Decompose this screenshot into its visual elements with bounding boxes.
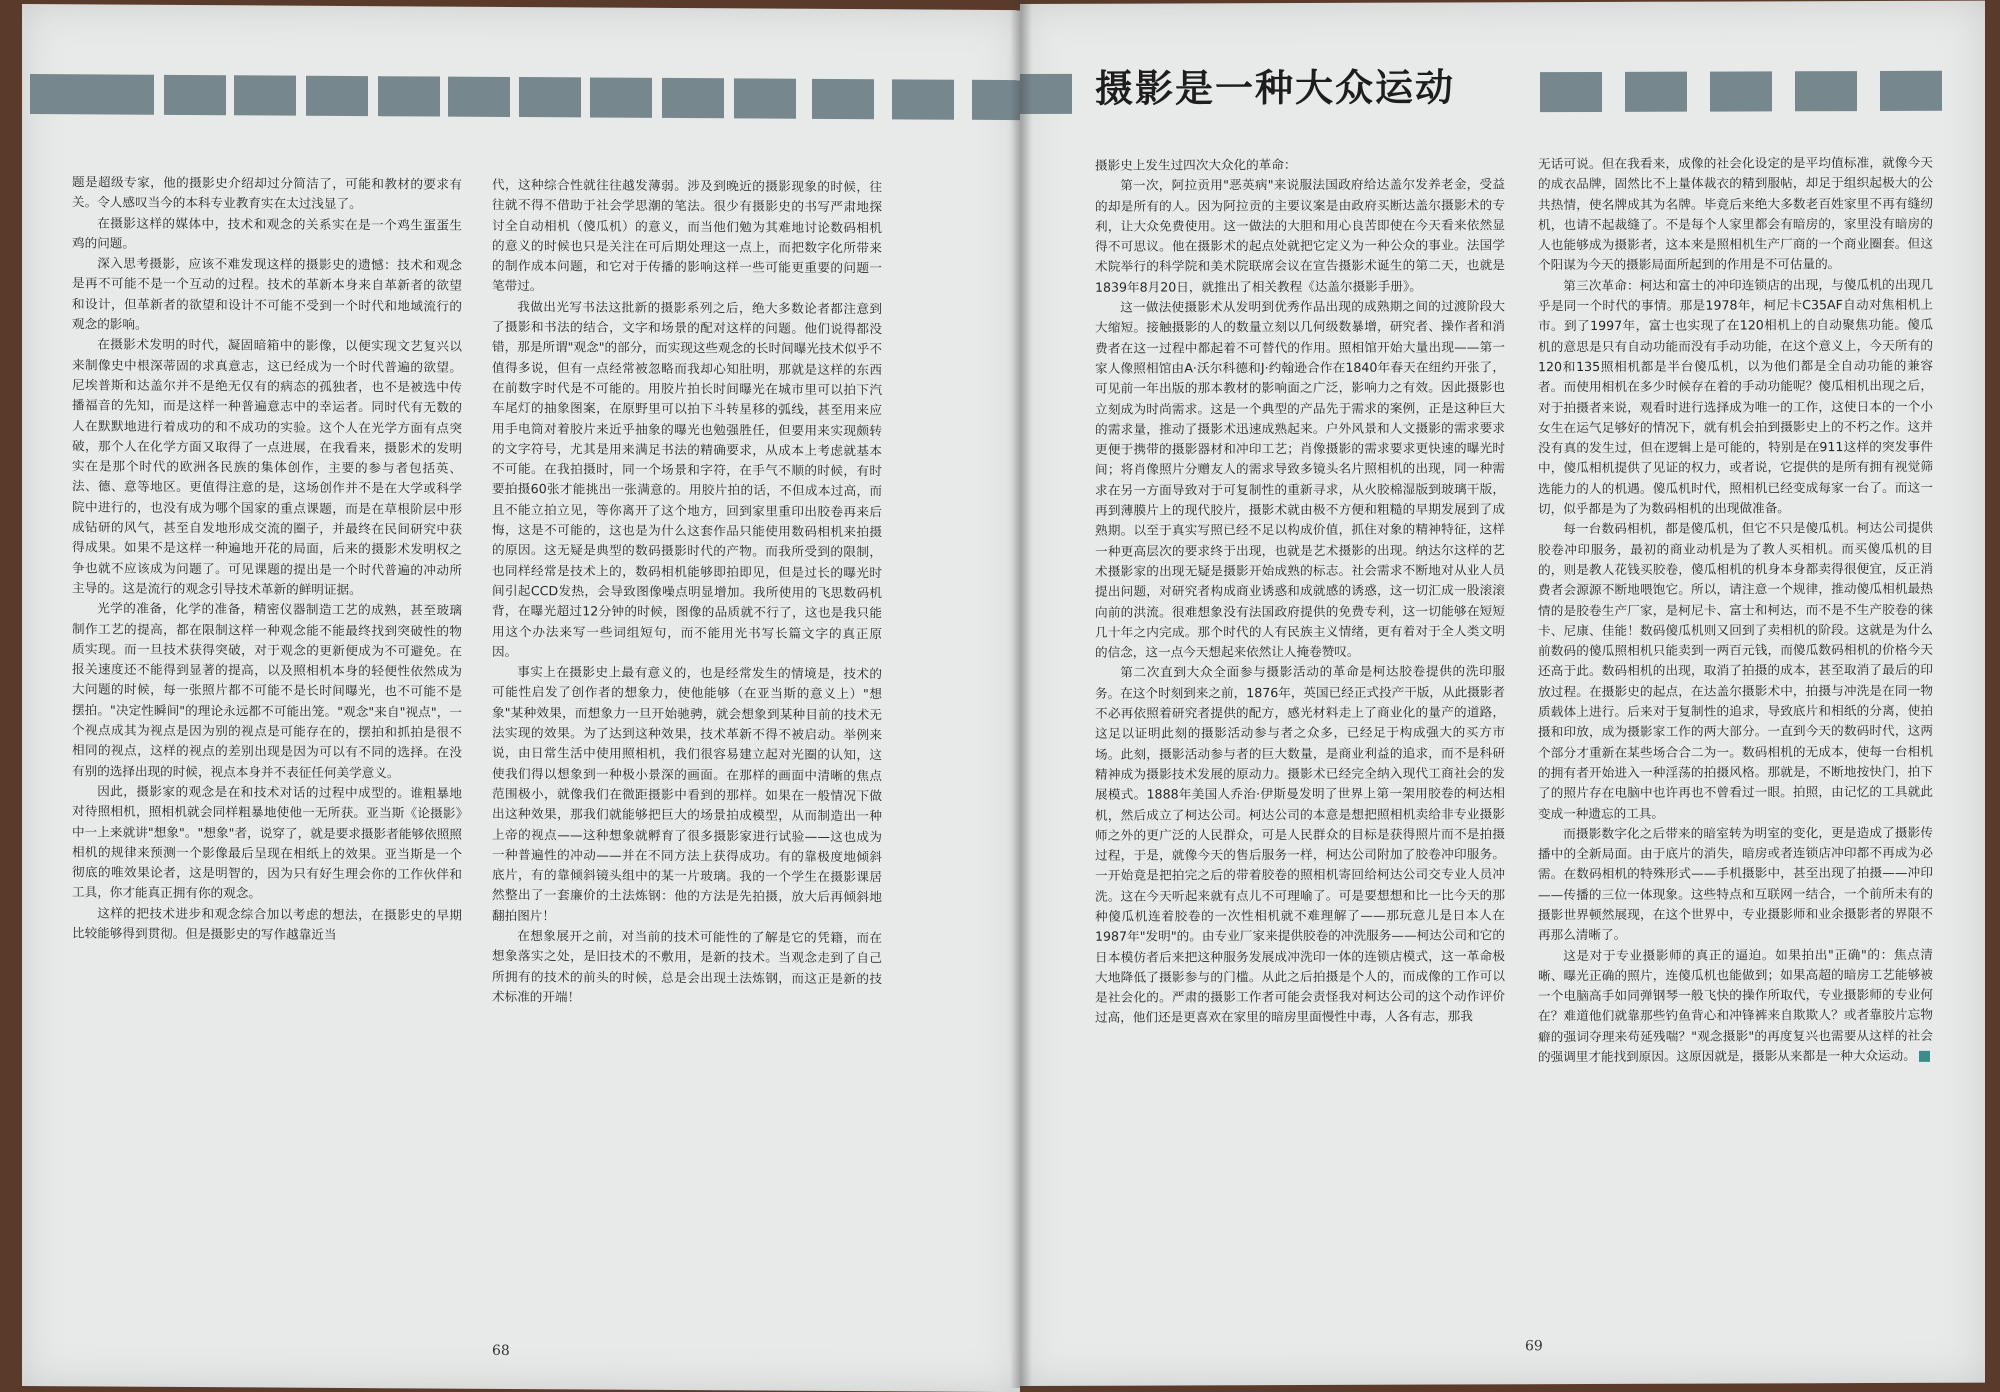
paragraph: 摄影史上发生过四次大众化的革命： — [1095, 157, 1297, 173]
decorative-block — [734, 78, 796, 118]
paragraph: 在想象展开之前，对当前的技术可能性的了解是它的凭籍，而在想象落实之处，是旧技术的不敷用，是新的技术。当观念走到了自己所拥有的技术的前头的时候，总是会出现土法炼钢，而这正是新的技术标准的开端！ — [492, 928, 882, 1005]
decorative-block — [234, 75, 296, 115]
right-page-column-2 — [1538, 153, 1933, 1339]
page-number-right: 69 — [1525, 1338, 1543, 1355]
paragraph: 深入思考摄影，应该不难发现这样的摄影史的遗憾：技术和观念是再不可能不是一个互动的过程。技术的革新本身来自革新者的欲望和设计，但革新者的欲望和设计不可能不受到一个时代和地域流行的观念的影响。 — [72, 255, 462, 332]
left-page-column-2 — [492, 175, 882, 1347]
decorative-block — [812, 79, 874, 119]
page-number-left: 68 — [492, 1342, 510, 1359]
decorative-block — [892, 79, 954, 119]
paragraph: 我做出光写书法这批新的摄影系列之后，绝大多数论者都注意到了摄影和书法的结合，文字和场景的配对这样的问题。他们说得都没错，那是所谓"观念"的部分，而实现这些观念的长时间曝光技术似乎不值得多说，但有一点经常被忽略而我却心知肚明，那就是这样的东西在前数字时代是不可能的。用胶片拍长时间曝光在城市里可以拍下汽车尾灯的抽象图案，在原野里可以拍下斗转星移的弧线，甚至用来应用手电筒对着胶片来近乎抽象的曝光也勉强胜任，但要用来实现颇转的文字符号，尤其是用来满足书法的精确要求，从成本上考虑就基本不可能。在我拍摄时，同一个场景和字符，在手气不顺的时候，有时要拍摄60张才能挑出一张满意的。用胶片拍的话，不但成本过高，而且不能立拍立见，等你离开了这个地方，回到家里重印出胶卷再来后悔，这是不可能的，这也是为什么这套作品只能使用数码相机来拍摄的原因。这无疑是典型的数码摄影时代的产物。而我所受到的限制，也同样经常是技术上的，数码相机能够即拍即见，但是过长的曝光时间引起CCD发热，会导致图像噪点明显增加。我所使用的飞思数码机背，在曝光超过12分钟的时候，图像的品质就不行了，这也是我只能用这个办法来写一些词组短句，而不能用光书写长篇文字的真正原因。 — [492, 298, 882, 659]
paragraph: 无话可说。但在我看来，成像的社会化设定的是平均值标准，就像今天的成衣品牌，固然比不上量体裁衣的精到服帖，却足于组织起极大的公共热情，使名牌成其为名牌。毕竟后来绝大多数老百姓家里不再有缝纫机，也请不起裁缝了。不是每个人家里都会有暗房的，家里没有暗房的人也能够成为摄影者，这本来是照相机生产厂商的一个商业圈套。但这个阳谋为今天的摄影局面所起到的作用是不可估量的。 — [1538, 154, 1933, 273]
right-page-column-1 — [1095, 154, 1505, 1340]
decorative-block — [1540, 72, 1602, 112]
decorative-block — [92, 74, 154, 114]
decorative-block — [1710, 71, 1772, 111]
final-paragraph-text: 这是对于专业摄影师的真正的逼迫。如果拍出"正确"的：焦点清晰、曝光正确的照片，连傻瓜机也能做到；如果高超的暗房工艺能够被一个电脑高手如同弹钢琴一般飞快的操作所取代，专业摄影师的专业何在？难道他们就靠那些钓鱼背心和冲锋裤来自欺欺人？或者靠胶片忘物癖的强词夺理来苟延残喘？"观念摄影"的再度复兴也需要从这样的社会的强调里才能找到原因。这原因就是，摄影从来都是一种大众运动。 — [1538, 946, 1933, 1065]
paragraph: 在摄影术发明的时代，凝固暗箱中的影像，以便实现文艺复兴以来制像史中根深蒂固的求真意志，这已经成为一个时代普遍的欲望。尼埃普斯和达盖尔并不是绝无仅有的病态的孤独者，也不是被选中传播福音的先知，而是这样一种普遍意志中的幸运者。同时代有无数的人在默默地进行着成功的和不成功的实验。这个人在光学方面有点突破，那个人在化学方面又取得了一点进展，在我看来，摄影术的发明实在是那个时代的欧洲各民族的集体创作，主要的参与者包括英、法、德、意等地区。更值得注意的是，这场创作并不是在大学或科学院中进行的，也没有成为哪个国家的重点课题，而是在草根阶层中形成钻研的风气，甚至自发地形成交流的圈子，并最终在民间研究中获得成果。如果不是这样一种遍地开花的局面，后来的摄影术发明权之争也就不应该成为问题了。可见课题的提出是一个时代普遍的冲动所主导的。这是流行的观念引导技术革新的鲜明证据。 — [72, 336, 462, 598]
paragraph: 事实上在摄影史上最有意义的，也是经常发生的情境是，技术的可能性启发了创作者的想象力，使他能够（在亚当斯的意义上）"想象"某种效果，而想象力一旦开始驰骋，就会想象到某种目前的技术无法实现的效果。为了达到这种效果，技术革新不得不被启动。举例来说，由日常生活中使用照相机，我们很容易建立起对光圈的认知，这使我们得以想象到一种极小景深的画面。在那样的画面中清晰的焦点范围极小，就像我们在微距摄影中看到的那样。如果在一般情况下做出这种效果，那我们就能够把巨大的场景拍成模型，从而制造出一种上帝的视点——这种想象就孵育了很多摄影家进行试验——这也成为一种普遍性的冲动——并在不同方法上获得成功。有的靠极度地倾斜底片，有的靠倾斜镜头组中的某一片玻璃。我的一个学生在摄影课居然整出了一套廉价的土法炼钢：他的方法是先拍摄，放大后再倾斜地翻拍图片！ — [492, 664, 882, 923]
paragraph: 这样的把技术进步和观念综合加以考虑的想法，在摄影史的早期比较能够得到贯彻。但是摄影史的写作越靠近当 — [72, 905, 462, 942]
decorative-block — [378, 76, 440, 116]
decorative-block — [662, 78, 724, 118]
paragraph: 光学的准备，化学的准备，精密仪器制造工艺的成熟，甚至玻璃制作工艺的提高，都在限制这样一种观念能不能最终找到突破性的物质实现。而一旦技术获得突破，对于观念的更新便成为不可避免。在报关速度还不能得到显著的提高，以及照相机本身的轻便性依然成为大问题的时候，每一张照片都不可能不是长时间曝光，也不可能不是摆拍。"决定性瞬间"的理论永远都不可能出笼。"观念"来自"视点"，一个视点成其为视点是因为别的视点是可能存在的，摆拍和抓拍是很不相同的视点，这样的视点的差别出现是因为可以有不同的选择。在没有别的选择出现的时候，视点本身并不表征任何美学意义。 — [72, 600, 462, 780]
decorative-block — [1795, 71, 1857, 111]
decorative-block — [306, 76, 368, 116]
paragraph — [1538, 944, 1933, 1067]
decorative-block — [1880, 71, 1942, 111]
end-of-article-mark — [1919, 1051, 1930, 1062]
paragraph: 第一次，阿拉贡用"恶英病"来说服法国政府给达盖尔发养老金，受益的却是所有的人。因为阿拉贡的主要议案是由政府买断达盖尔摄影术的专利，让大众免费使用。这一做法的大胆和用心良苦即使在今天看来依然显得不可思议。他在摄影术的起点处就把它定义为一种公众的事业。法国学术院举行的科学院和美术院联席会议在宣告摄影术诞生的第二天，也就是1839年8月20日，就推出了相关教程《达盖尔摄影手册》。 — [1095, 176, 1505, 295]
decorative-block — [30, 74, 92, 114]
paragraph: 因此，摄影家的观念是在和技术对话的过程中成型的。谁粗暴地对待照相机，照相机就会同样粗暴地使他一无所获。亚当斯《论摄影》中一上来就讲"想象"。"想象"者，说穿了，就是要求摄影者能够依照照相机的规律来预测一个影像最后呈现在相纸上的效果。亚当斯是一个彻底的唯效果论者，这是明智的，因为只有好生理会你的工作伙伴和工具，你才能真正拥有你的观念。 — [72, 783, 462, 901]
paragraph: 第三次革命：柯达和富士的冲印连锁店的出现，与傻瓜机的出现几乎是同一个时代的事情。那是1978年，柯尼卡C35AF自动对焦相机上市。到了1997年，富士也实现了在120相机上的自动聚焦功能。傻瓜机的意思是只有自动功能而没有手动功能，在这个意义上，今天所有的120和135照相机都是半台傻瓜机，以为他们都是全自动功能的兼容者。而使用相机在多少时候存在着的手动功能呢？傻瓜相机出现之后，对于拍摄者来说，观看时进行选择成为唯一的工作，这使日本的一个小女生在运气足够好的情况下，就有机会拍到摄影史上的不朽之作。这并没有真的发生过，但在逻辑上是可能的，特别是在911这样的突发事件中，傻瓜相机提供了见证的权力，或者说，它提供的是所有拥有视觉筛选能力的人的机遇。傻瓜机时代，照相机已经变成每家一台了。而这一切，似乎都是为了为数码相机的出现做准备。 — [1538, 276, 1933, 517]
paragraph: 在摄影这样的媒体中，技术和观念的关系实在是一个鸡生蛋蛋生鸡的问题。 — [72, 215, 462, 251]
book-spine-shadow — [1010, 0, 1032, 1388]
left-page-column-1 — [72, 172, 462, 1344]
paragraph: 第二次直到大众全面参与摄影活动的革命是柯达胶卷提供的洗印服务。在这个时刻到来之前，1876年，英国已经正式投产干版，从此摄影者不必再依照着研究者提供的配方，感光材料走上了商业化的量产的道路，这足以证明此刻的摄影活动参与者之众多，已经足于构成强大的买方市场。此刻，摄影活动参与者的巨大数量，是商业利益的追求，而不是科研精神成为摄影技术发展的原动力。摄影术已经完全纳入现代工商社会的发展模式。1888年美国人乔治·伊斯曼发明了世界上第一架用胶卷的柯达相机，然后成立了柯达公司。柯达公司的本意是想把照相机卖给非专业摄影师之外的更广泛的人民群众，可是人民群众的目标是获得照片而不是拍摄过程，于是，就像今天的售后服务一样，柯达公司附加了胶卷冲印服务。一开始竟是把拍完之后的带着胶卷的照相机寄回给柯达公司交专业人员冲洗。这在今天听起来就有点儿不可理喻了。可是要想想和比一比今天的那种傻瓜机连着胶卷的一次性相机就不难理解了——那玩意儿是日本人在1987年"发明"的。由专业厂家来提供胶卷的冲洗服务——柯达公司和它的日本模仿者后来把这种服务发展成冲洗印一体的连锁店模式，这一革命极大地降低了摄影参与的门槛。从此之后拍摄是个人的，而成像的工作可以是社会化的。严肃的摄影工作者可能会责怪我对柯达公司的这个动作评价过高，他们还是更喜欢在家里的暗房里面慢性中毒，人各有志，那我 — [1095, 663, 1505, 1026]
decorative-block — [1625, 72, 1687, 112]
paragraph: 每一台数码相机，都是傻瓜机，但它不只是傻瓜机。柯达公司提供胶卷冲印服务，最初的商业动机是为了教人买相机。而买傻瓜机的目的，则是教人花钱买胶卷，傻瓜相机的机身本身都卖得很便宜，反正消费者会源源不断地喂饱它。所以，请注意一个规律，推动傻瓜相机最热情的是胶卷生产厂家，是柯尼卡、富士和柯达，而不是不生产胶卷的徕卡、尼康、佳能！数码傻瓜机则又回到了卖相机的阶段。这就是为什么前数码的傻瓜照相机只能卖到一两百元钱，而傻瓜数码相机的价格今天还高于此。数码相机的出现，取消了拍摄的成本，甚至取消了最后的印放过程。在摄影史的起点，在达盖尔摄影术中，拍摄与冲洗是在同一物质载体上进行。后来对于复制性的追求，导致底片和相纸的分离，使拍摄和印放，成为摄影家工作的两大部分。一直到今天的数码时代，这两个部分才重新在某些场合合二为一。数码相机的无成本，使每一台相机的拥有者开始进入一种淫荡的拍摄风格。那就是，不断地按快门，拍下了的照片存在电脑中也许再也不曾看过一眼。拍照，由记忆的工具就此变成一种遗忘的工具。 — [1538, 520, 1933, 821]
paragraph: 而摄影数字化之后带来的暗室转为明室的变化，更是造成了摄影传播中的全新局面。由于底片的消失，暗房或者连锁店冲印都不再成为必需。在数码相机的特殊形式——手机摄影中，甚至出现了拍摄——冲印——传播的三位一体现象。这些特点和互联网一结合，一个前所未有的摄影世界顿然展现，在这个世界中，专业摄影师和业余摄影者的界限不再那么清晰了。 — [1538, 824, 1933, 943]
left-page — [22, 4, 1020, 1392]
decorative-block — [448, 77, 510, 117]
decorative-bar-strip — [22, 74, 1020, 122]
decorative-block — [164, 75, 226, 115]
decorative-block — [590, 77, 652, 117]
paragraph: 题是超级专家，他的摄影史介绍却过分简洁了，可能和教材的要求有关。令人感叹当今的本科专业教育实在太过浅显了。 — [72, 174, 462, 212]
paragraph: 这一做法使摄影术从发明到优秀作品出现的成熟期之间的过渡阶段大大缩短。接触摄影的人的数量立刻以几何级数暴增，研究者、操作者和消费者在这一过程中都起着不可替代的作用。照相馆开始大量出现——第一家人像照相馆由A·沃尔科德和J·约翰逊合作在1840年春天在纽约开张了，可见前一年出版的那本教材的影响面之广泛，影响力之有效。因此摄影也立刻成为时尚需求。这是一个典型的产品先于需求的案例，正是这种巨大的需求量，推动了摄影术迅速成熟起来。户外风景和人文摄影的需求要求更便于携带的摄影器材和冲印工艺；肖像摄影的需求要求更快速的曝光时间；将肖像照片分赠友人的需求导致多镜头名片照相机的出现，同一种需求在另一方面导致对于可复制性的重新寻求，从火胶棉湿版到玻璃干版，再到薄膜片上的现代胶片，摄影术就由极不方便和粗糙的早期发展到了成熟期。以至于真实写照已经不足以构成价值，抓住对象的精神特征，这样一种更高层次的要求终于出现，也就是艺术摄影的出现。纳达尔这样的艺术摄影家的出现无疑是摄影开始成熟的标志。社会需求不断地对从业人员提出问题，对研究者构成商业诱惑和成就感的诱惑，这一切汇成一股滚滚向前的洪流。很难想象没有法国政府提供的免费专利，这一切能够在短短几十年之内完成。那个时代的人有民族主义情绪，更有着对于全人类文明的信念，这一点今天想起来依然让人掩卷赞叹。 — [1095, 298, 1505, 660]
right-page — [1020, 1, 1985, 1386]
paragraph: 代，这种综合性就往往越发薄弱。涉及到晚近的摄影现象的时候，往往就不得不借助于社会学思潮的笔法。很少有摄影史的书写严肃地探讨全自动相机（傻瓜机）的意义，而当他们勉为其难地讨论数码相机的意义的时候也只是关注在可后期处理这一点上，而把数字化所带来的制作成本问题，和它对于传播的影响这样一些可能更重要的问题一笔带过。 — [492, 176, 882, 294]
article-title: 摄影是一种大众运动 — [1095, 65, 1456, 111]
decorative-block — [519, 77, 581, 117]
